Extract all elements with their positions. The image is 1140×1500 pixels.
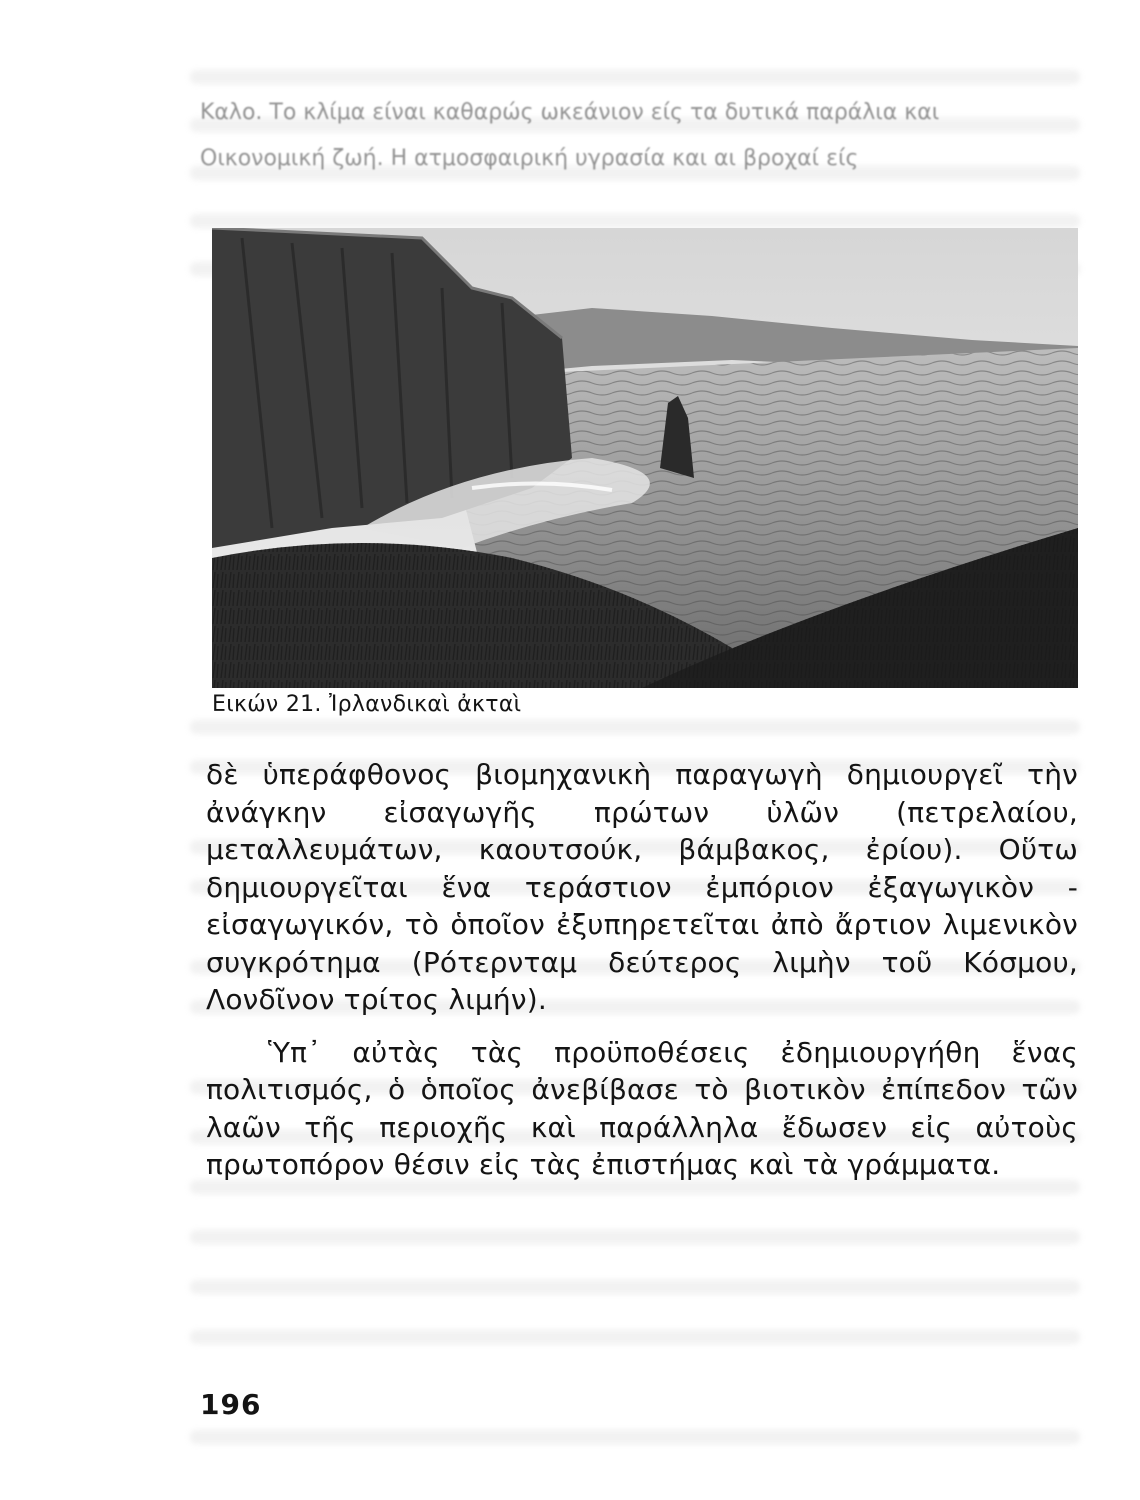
irish-coast-photo (212, 228, 1078, 688)
residual-top-text (200, 98, 1060, 190)
page-number: 196 (200, 1388, 262, 1421)
residual-line: Καλο. Το κλίμα είναι καθαρώς ωκεάνιον είς τα δυτικά παράλια και (200, 100, 940, 125)
figure-caption: Εικών 21. Ἰρλανδικαὶ ἀκταὶ (212, 692, 522, 717)
cliffs-sea-illustration (212, 228, 1078, 688)
main-text (206, 756, 1078, 1184)
residual-line: Οικονομική ζωή. Η ατμοσφαιρική υγρασία και αι βροχαί είς (200, 146, 859, 171)
paragraph: δὲ ὑπεράφθονος βιομηχανικὴ παραγωγὴ δημιουργεῖ τὴν ἀνάγκην εἰσαγωγῆς πρώτων ὑλῶν (πετρελαίου, μεταλλευμάτων, καουτσούκ, βάμβακος, ἐρίου). Οὕτω δημιουργεῖται ἕνα τεράστιον ἐμπόριον ἐξαγωγικὸν - εἰσαγωγικόν, τὸ ὁποῖον ἐξυπηρετεῖται ἀπὸ ἄρτιον λιμενικὸν συγκρότημα (Ρότερνταμ δεύτερος λιμὴν τοῦ Κόσμου, Λονδῖνον τρίτος λιμήν). (206, 758, 1078, 1016)
paragraph: Ὑπ᾿ αὐτὰς τὰς προϋποθέσεις ἐδημιουργήθη ἕνας πολιτισμός, ὁ ὁποῖος ἀνεβίβασε τὸ βιοτικὸν ἐπίπεδον τῶν λαῶν τῆς περιοχῆς καὶ παράλληλα ἔδωσεν εἰς αὐτοὺς πρωτοπόρον θέσιν εἰς τὰς ἐπιστήμας καὶ τὰ γράμματα. (206, 1035, 1078, 1181)
